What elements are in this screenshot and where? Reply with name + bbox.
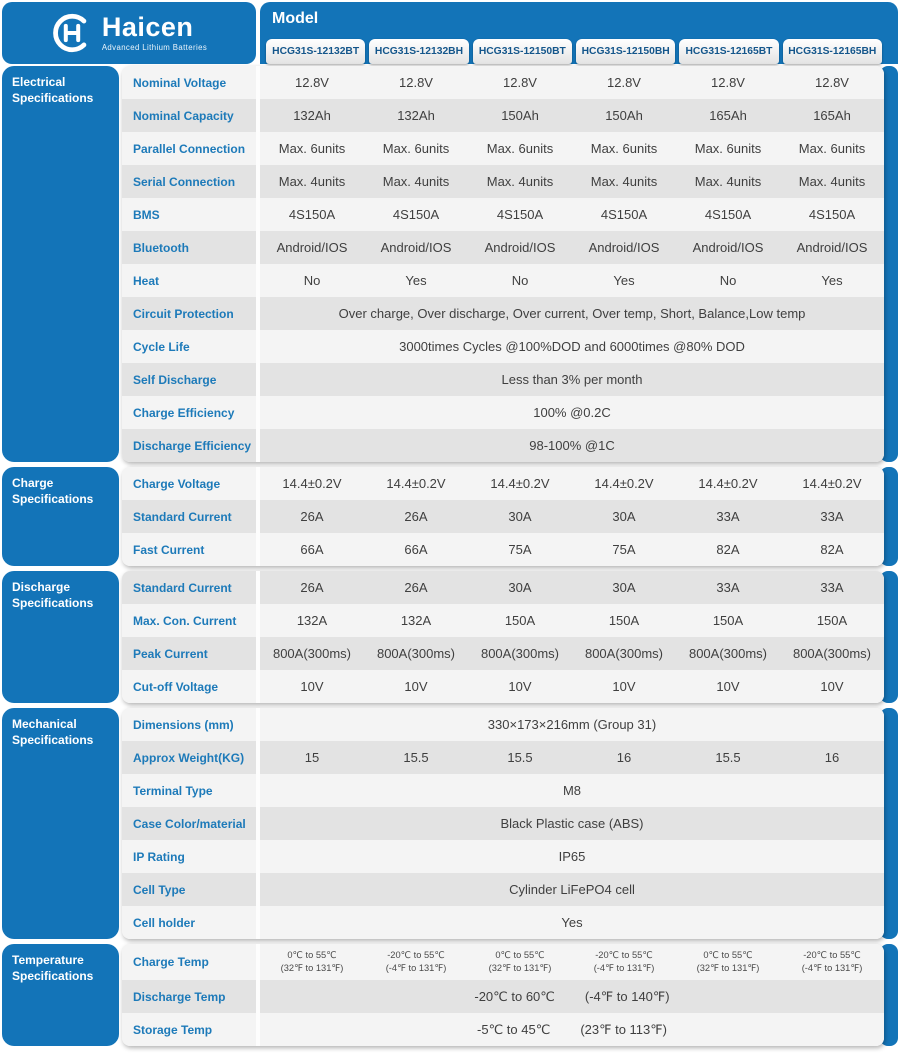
value-cell: 150A	[816, 613, 848, 628]
value-cell: 75A	[508, 542, 532, 557]
value-cell: 12.8V	[399, 75, 433, 90]
fahrenheit-range: (-4℉ to 131℉)	[801, 963, 863, 973]
value-cell: 14.4±0.2V	[802, 476, 862, 491]
row-label: Fast Current	[122, 533, 256, 566]
table-row	[122, 944, 884, 980]
value-cell: Yes	[613, 273, 635, 288]
row-values	[260, 363, 884, 396]
section-band	[2, 66, 898, 462]
celsius-range: 0℃ to 55℃	[703, 950, 753, 961]
value-cell: 33A	[820, 509, 844, 524]
row-values	[260, 980, 884, 1013]
fahrenheit-range: (32℉ to 131℉)	[280, 963, 344, 973]
value-cell: 14.4±0.2V	[698, 476, 758, 491]
row-label: Storage Temp	[122, 1013, 256, 1046]
fahrenheit-range: (-4℉ to 140℉)	[584, 988, 670, 1004]
value-cell-temperature	[572, 944, 676, 980]
value-cell: 132A	[296, 613, 328, 628]
value-cell: Android/IOS	[796, 240, 868, 255]
row-label: Case Color/material	[122, 807, 256, 840]
row-values	[260, 429, 884, 462]
value-cell-temperature	[780, 944, 884, 980]
row-values	[260, 670, 884, 703]
row-values	[260, 132, 884, 165]
brand-tagline: Advanced Lithium Batteries	[101, 43, 208, 53]
value-cell: 150Ah	[605, 108, 643, 123]
value-cell: 150Ah	[501, 108, 539, 123]
fahrenheit-range: (32℉ to 131℉)	[696, 963, 760, 973]
row-label: Discharge Efficiency	[122, 429, 256, 462]
value-cell: 26A	[300, 580, 324, 595]
value-cell: Max. 4units	[590, 174, 658, 189]
value-span: IP65	[558, 849, 586, 864]
table-row	[122, 330, 884, 363]
value-cell: 15	[304, 750, 320, 765]
value-cell: 12.8V	[503, 75, 537, 90]
value-cell: Max. 6units	[486, 141, 554, 156]
value-cell: Android/IOS	[588, 240, 660, 255]
value-cell: 800A(300ms)	[792, 646, 872, 661]
value-cell: 14.4±0.2V	[282, 476, 342, 491]
value-cell: 75A	[612, 542, 636, 557]
value-cell: 16	[616, 750, 632, 765]
model-title: Model	[272, 10, 319, 27]
section-band	[2, 571, 898, 703]
circle-h-logo-icon	[51, 12, 93, 54]
row-values	[260, 231, 884, 264]
row-values	[260, 66, 884, 99]
value-cell: 4S150A	[392, 207, 440, 222]
row-values	[260, 467, 884, 500]
table-row	[122, 297, 884, 330]
model-header	[260, 2, 898, 64]
table-row	[122, 708, 884, 741]
value-cell: 12.8V	[607, 75, 641, 90]
model-tab[interactable]: HCG31S-12165BT	[679, 39, 778, 64]
row-label: Nominal Voltage	[122, 66, 256, 99]
value-span: Black Plastic case (ABS)	[500, 816, 644, 831]
value-cell: 15.5	[403, 750, 429, 765]
table-row	[122, 774, 884, 807]
row-values	[260, 165, 884, 198]
model-tab[interactable]: HCG31S-12150BH	[576, 39, 675, 64]
value-cell: No	[511, 273, 529, 288]
value-cell: Android/IOS	[692, 240, 764, 255]
table-row	[122, 429, 884, 462]
value-cell: 165Ah	[709, 108, 747, 123]
value-cell: Max. 4units	[486, 174, 554, 189]
row-label: Cell Type	[122, 873, 256, 906]
value-cell: Max. 6units	[694, 141, 762, 156]
value-cell: 4S150A	[808, 207, 856, 222]
model-tab[interactable]: HCG31S-12132BH	[369, 39, 468, 64]
row-label: Cut-off Voltage	[122, 670, 256, 703]
row-label: Standard Current	[122, 500, 256, 533]
section-title: Charge Specifications	[2, 467, 119, 566]
value-cell: 10V	[404, 679, 428, 694]
section-table	[122, 571, 884, 703]
value-cell: 800A(300ms)	[688, 646, 768, 661]
row-label: Self Discharge	[122, 363, 256, 396]
row-label: Max. Con. Current	[122, 604, 256, 637]
section-band	[2, 708, 898, 939]
value-cell: 12.8V	[295, 75, 329, 90]
value-cell: 82A	[716, 542, 740, 557]
celsius-range: -20℃ to 60℃	[474, 988, 555, 1004]
row-label: Charge Temp	[122, 944, 256, 980]
row-values	[260, 571, 884, 604]
value-cell: Max. 4units	[694, 174, 762, 189]
value-cell: Max. 6units	[798, 141, 866, 156]
value-cell: 4S150A	[600, 207, 648, 222]
value-cell: 82A	[820, 542, 844, 557]
table-row	[122, 571, 884, 604]
section-table	[122, 708, 884, 939]
model-tabs	[266, 39, 882, 64]
celsius-range: -20℃ to 55℃	[803, 950, 861, 961]
row-label: Cycle Life	[122, 330, 256, 363]
table-row	[122, 873, 884, 906]
value-cell: Yes	[821, 273, 843, 288]
value-cell: 10V	[300, 679, 324, 694]
value-cell: 14.4±0.2V	[594, 476, 654, 491]
row-values	[260, 906, 884, 939]
value-cell: 800A(300ms)	[376, 646, 456, 661]
table-row	[122, 670, 884, 703]
value-cell: Max. 4units	[278, 174, 346, 189]
table-row	[122, 264, 884, 297]
celsius-range: -20℃ to 55℃	[387, 950, 445, 961]
value-span: Cylinder LiFePO4 cell	[509, 882, 635, 897]
row-label: Dimensions (mm)	[122, 708, 256, 741]
value-cell: 14.4±0.2V	[386, 476, 446, 491]
model-tab[interactable]: HCG31S-12165BH	[783, 39, 882, 64]
value-cell: 66A	[404, 542, 428, 557]
table-row	[122, 741, 884, 774]
header	[2, 2, 898, 64]
value-cell: 66A	[300, 542, 324, 557]
value-span: 330×173×216mm (Group 31)	[487, 717, 657, 732]
value-cell: Yes	[405, 273, 427, 288]
row-values	[260, 533, 884, 566]
table-row	[122, 604, 884, 637]
row-values	[260, 604, 884, 637]
fahrenheit-range: (-4℉ to 131℉)	[385, 963, 447, 973]
value-cell: 33A	[716, 580, 740, 595]
value-cell-temperature	[260, 944, 364, 980]
row-values	[260, 297, 884, 330]
table-row	[122, 99, 884, 132]
row-label: Peak Current	[122, 637, 256, 670]
table-row	[122, 840, 884, 873]
table-row	[122, 165, 884, 198]
row-values	[260, 1013, 884, 1046]
row-values	[260, 396, 884, 429]
row-values	[260, 741, 884, 774]
value-cell: 33A	[820, 580, 844, 595]
row-label: Circuit Protection	[122, 297, 256, 330]
section-title: Discharge Specifications	[2, 571, 119, 703]
value-span: Yes	[561, 915, 583, 930]
celsius-range: -5℃ to 45℃	[477, 1021, 551, 1037]
value-span: Over charge, Over discharge, Over current, Over temp, Short, Balance,Low temp	[338, 306, 806, 321]
row-label: Charge Voltage	[122, 467, 256, 500]
model-tab[interactable]: HCG31S-12132BT	[266, 39, 365, 64]
value-cell: Max. 6units	[278, 141, 346, 156]
value-cell: 12.8V	[711, 75, 745, 90]
fahrenheit-range: (23℉ to 113℉)	[580, 1021, 667, 1037]
row-values	[260, 198, 884, 231]
value-span: 3000times Cycles @100%DOD and 6000times @80% DOD	[399, 339, 745, 354]
row-values	[260, 944, 884, 980]
celsius-range: -20℃ to 55℃	[595, 950, 653, 961]
section-band	[2, 944, 898, 1046]
row-values	[260, 807, 884, 840]
value-cell: 132A	[400, 613, 432, 628]
value-cell: 33A	[716, 509, 740, 524]
value-cell: 30A	[612, 509, 636, 524]
row-values	[260, 330, 884, 363]
value-cell: Android/IOS	[380, 240, 452, 255]
value-span: Less than 3% per month	[501, 372, 643, 387]
value-cell: 800A(300ms)	[480, 646, 560, 661]
value-span: 98-100% @1C	[529, 438, 615, 453]
table-row	[122, 533, 884, 566]
row-values	[260, 708, 884, 741]
value-cell: 30A	[508, 580, 532, 595]
value-cell: No	[719, 273, 737, 288]
value-cell: 150A	[504, 613, 536, 628]
table-row	[122, 980, 884, 1013]
row-label: Serial Connection	[122, 165, 256, 198]
table-row	[122, 396, 884, 429]
row-values	[260, 264, 884, 297]
table-row	[122, 66, 884, 99]
brand-logo-block	[2, 2, 256, 64]
table-row	[122, 198, 884, 231]
row-label: Parallel Connection	[122, 132, 256, 165]
value-cell: 30A	[508, 509, 532, 524]
value-cell: 800A(300ms)	[272, 646, 352, 661]
row-values	[260, 637, 884, 670]
value-cell: Android/IOS	[484, 240, 556, 255]
value-cell-temperature	[676, 944, 780, 980]
row-values	[260, 500, 884, 533]
row-label: Standard Current	[122, 571, 256, 604]
brand-text	[102, 14, 207, 52]
value-cell: 10V	[612, 679, 636, 694]
row-values	[260, 840, 884, 873]
value-cell: 26A	[404, 509, 428, 524]
row-label: BMS	[122, 198, 256, 231]
value-cell-temperature	[468, 944, 572, 980]
value-cell: 15.5	[507, 750, 533, 765]
value-cell: 4S150A	[288, 207, 336, 222]
value-cell: No	[303, 273, 321, 288]
value-cell: Max. 4units	[798, 174, 866, 189]
value-span: M8	[562, 783, 582, 798]
section-table	[122, 467, 884, 566]
value-cell: Max. 6units	[590, 141, 658, 156]
fahrenheit-range: (32℉ to 131℉)	[488, 963, 552, 973]
row-label: Terminal Type	[122, 774, 256, 807]
value-cell: 12.8V	[815, 75, 849, 90]
table-row	[122, 363, 884, 396]
value-cell: 10V	[508, 679, 532, 694]
value-cell: 132Ah	[397, 108, 435, 123]
value-cell: 4S150A	[496, 207, 544, 222]
celsius-range: 0℃ to 55℃	[495, 950, 545, 961]
value-cell: 10V	[716, 679, 740, 694]
row-label: IP Rating	[122, 840, 256, 873]
value-cell: 165Ah	[813, 108, 851, 123]
row-label: Charge Efficiency	[122, 396, 256, 429]
value-cell: Max. 4units	[382, 174, 450, 189]
section-title: Mechanical Specifications	[2, 708, 119, 939]
row-values	[260, 774, 884, 807]
fahrenheit-range: (-4℉ to 131℉)	[593, 963, 655, 973]
value-cell: 4S150A	[704, 207, 752, 222]
section-table	[122, 944, 884, 1046]
table-row	[122, 132, 884, 165]
value-cell: 14.4±0.2V	[490, 476, 550, 491]
value-cell: 30A	[612, 580, 636, 595]
celsius-range: 0℃ to 55℃	[287, 950, 337, 961]
section-title: Temperature Specifications	[2, 944, 119, 1046]
section-table	[122, 66, 884, 462]
value-cell: 16	[824, 750, 840, 765]
brand-name: Haicen	[101, 12, 194, 43]
model-tab[interactable]: HCG31S-12150BT	[473, 39, 572, 64]
value-cell: 26A	[404, 580, 428, 595]
row-label: Discharge Temp	[122, 980, 256, 1013]
value-cell: 132Ah	[293, 108, 331, 123]
table-row	[122, 807, 884, 840]
section-title: Electrical Specifications	[2, 66, 119, 462]
table-row	[122, 637, 884, 670]
value-cell: 10V	[820, 679, 844, 694]
value-cell-temperature	[364, 944, 468, 980]
row-values	[260, 99, 884, 132]
table-row	[122, 1013, 884, 1046]
table-row	[122, 906, 884, 939]
value-span-temperature	[260, 1013, 884, 1046]
section-band	[2, 467, 898, 566]
row-label: Heat	[122, 264, 256, 297]
row-label: Approx Weight(KG)	[122, 741, 256, 774]
table-row	[122, 500, 884, 533]
value-cell: 26A	[300, 509, 324, 524]
value-cell: Max. 6units	[382, 141, 450, 156]
row-label: Cell holder	[122, 906, 256, 939]
value-cell: 15.5	[715, 750, 741, 765]
row-label: Nominal Capacity	[122, 99, 256, 132]
value-cell: Android/IOS	[276, 240, 348, 255]
table-row	[122, 467, 884, 500]
row-values	[260, 873, 884, 906]
value-cell: 150A	[712, 613, 744, 628]
value-cell: 800A(300ms)	[584, 646, 664, 661]
spec-sections	[2, 66, 898, 1046]
value-cell: 150A	[608, 613, 640, 628]
value-span-temperature	[260, 980, 884, 1013]
value-span: 100% @0.2C	[533, 405, 611, 420]
table-row	[122, 231, 884, 264]
row-label: Bluetooth	[122, 231, 256, 264]
